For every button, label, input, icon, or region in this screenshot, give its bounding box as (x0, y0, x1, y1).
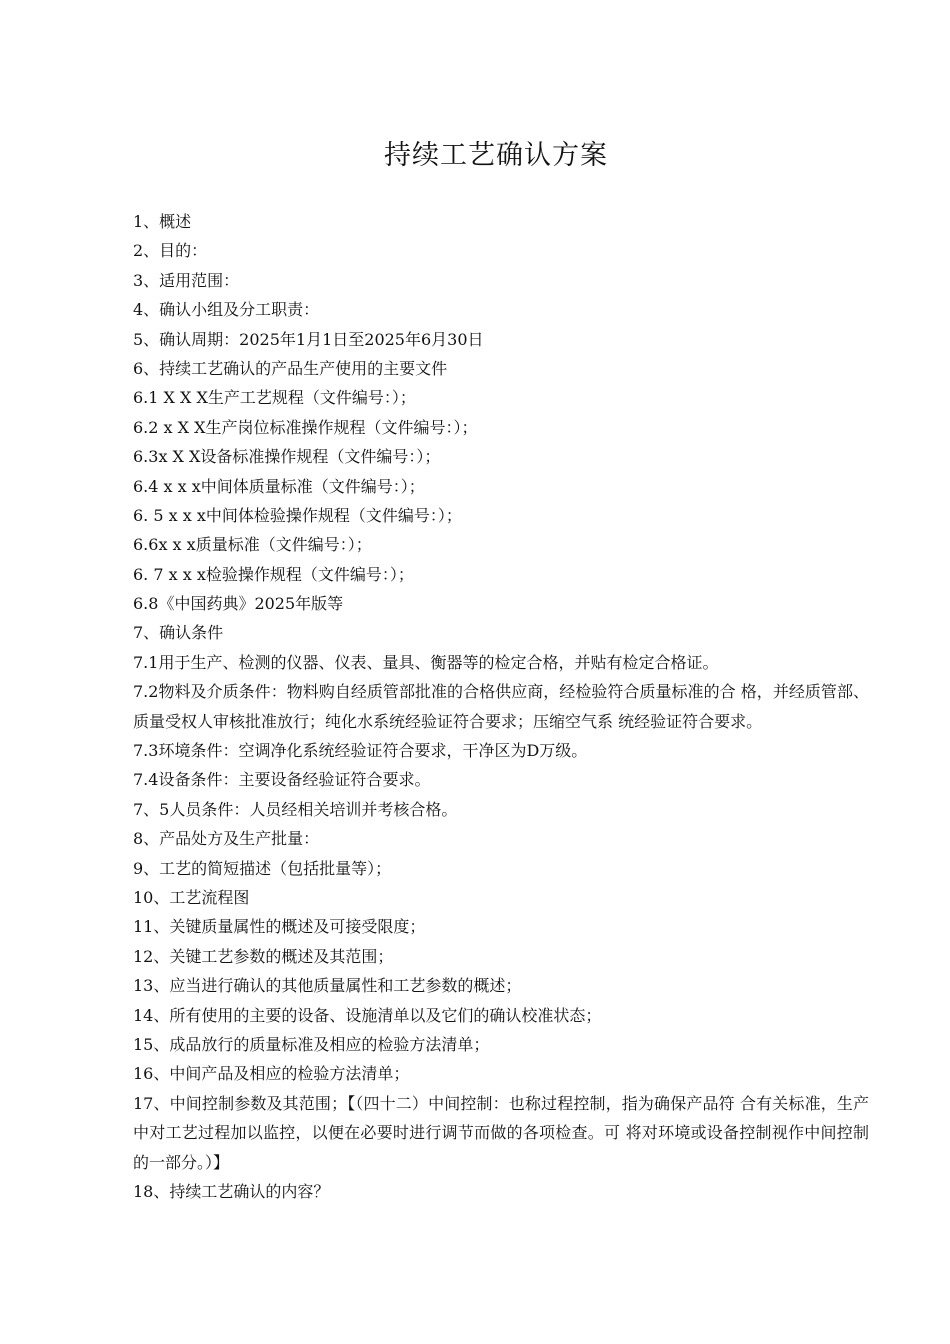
section-line: 6. 7 x x x检验操作规程（文件编号：）； (133, 564, 414, 584)
section-line: 6.3x X X设备标准操作规程（文件编号：）； (133, 447, 441, 467)
section-line: 6、持续工艺确认的产品生产使用的主要文件 (133, 358, 448, 378)
section-line: 6.6x x x质量标准（文件编号：）； (133, 535, 372, 555)
section-line: 2、目的： (133, 241, 208, 261)
paragraph-7-2: 7.2物料及介质条件：物料购自经质管部批准的合格供应商，经检验符合质量标准的合 格，并经质管部、质量受权人审核批准放行；纯化水系统经验证符合要求；压缩空气系 统经验证符合要求。 (133, 682, 869, 731)
section-line: 6.1 X X X生产工艺规程（文件编号：）； (133, 388, 416, 408)
section-line: 14、所有使用的主要的设备、设施清单以及它们的确认校准状态； (133, 1005, 602, 1025)
section-line: 7.1用于生产、检测的仪器、仪表、量具、衡器等的检定合格，并贴有检定合格证。 (133, 652, 719, 672)
document-body (133, 207, 869, 1206)
section-line: 7、确认条件 (133, 623, 224, 643)
section-line: 7.3环境条件：空调净化系统经验证符合要求，干净区为D万级。 (133, 741, 588, 761)
section-line: 8、产品处方及生产批量： (133, 829, 320, 849)
section-line: 7、5人员条件：人员经相关培训并考核合格。 (133, 799, 458, 819)
section-line: 6.4 x x x中间体质量标准（文件编号：）； (133, 476, 425, 496)
section-line: 6. 5 x x x中间体检验操作规程（文件编号：）； (133, 505, 462, 525)
document-title: 持续工艺确认方案 (384, 140, 608, 171)
section-line: 10、工艺流程图 (133, 888, 250, 908)
section-line: 11、关键质量属性的概述及可接受限度； (133, 917, 426, 937)
section-line: 7.4设备条件：主要设备经验证符合要求。 (133, 770, 431, 790)
section-line: 18、持续工艺确认的内容？ (133, 1181, 330, 1201)
section-line: 3、适用范围： (133, 270, 240, 290)
section-line: 4、确认小组及分工职责： (133, 300, 320, 320)
paragraph-17: 17、中间控制参数及其范围；【（四十二）中间控制：也称过程控制，指为确保产品符 合有关标准，生产中对工艺过程加以监控，以便在必要时进行调节而做的各项检查。可 将对环境或设备控制视作中间控制的一部分。）】 (133, 1093, 869, 1172)
section-line: 1、概述 (133, 212, 192, 231)
section-line: 6.2 x X X生产岗位标准操作规程（文件编号：）； (133, 417, 478, 437)
section-line: 16、中间产品及相应的检验方法清单； (133, 1064, 410, 1084)
section-line: 6.8《中国药典》2025年版等 (133, 594, 344, 614)
section-line: 5、确认周期：2025年1月1日至2025年6月30日 (133, 329, 484, 349)
section-line: 13、应当进行确认的其他质量属性和工艺参数的概述； (133, 976, 522, 996)
section-line: 15、成品放行的质量标准及相应的检验方法清单； (133, 1034, 490, 1054)
section-line: 12、关键工艺参数的概述及其范围； (133, 946, 394, 966)
section-line: 9、工艺的简短描述（包括批量等）； (133, 858, 392, 878)
